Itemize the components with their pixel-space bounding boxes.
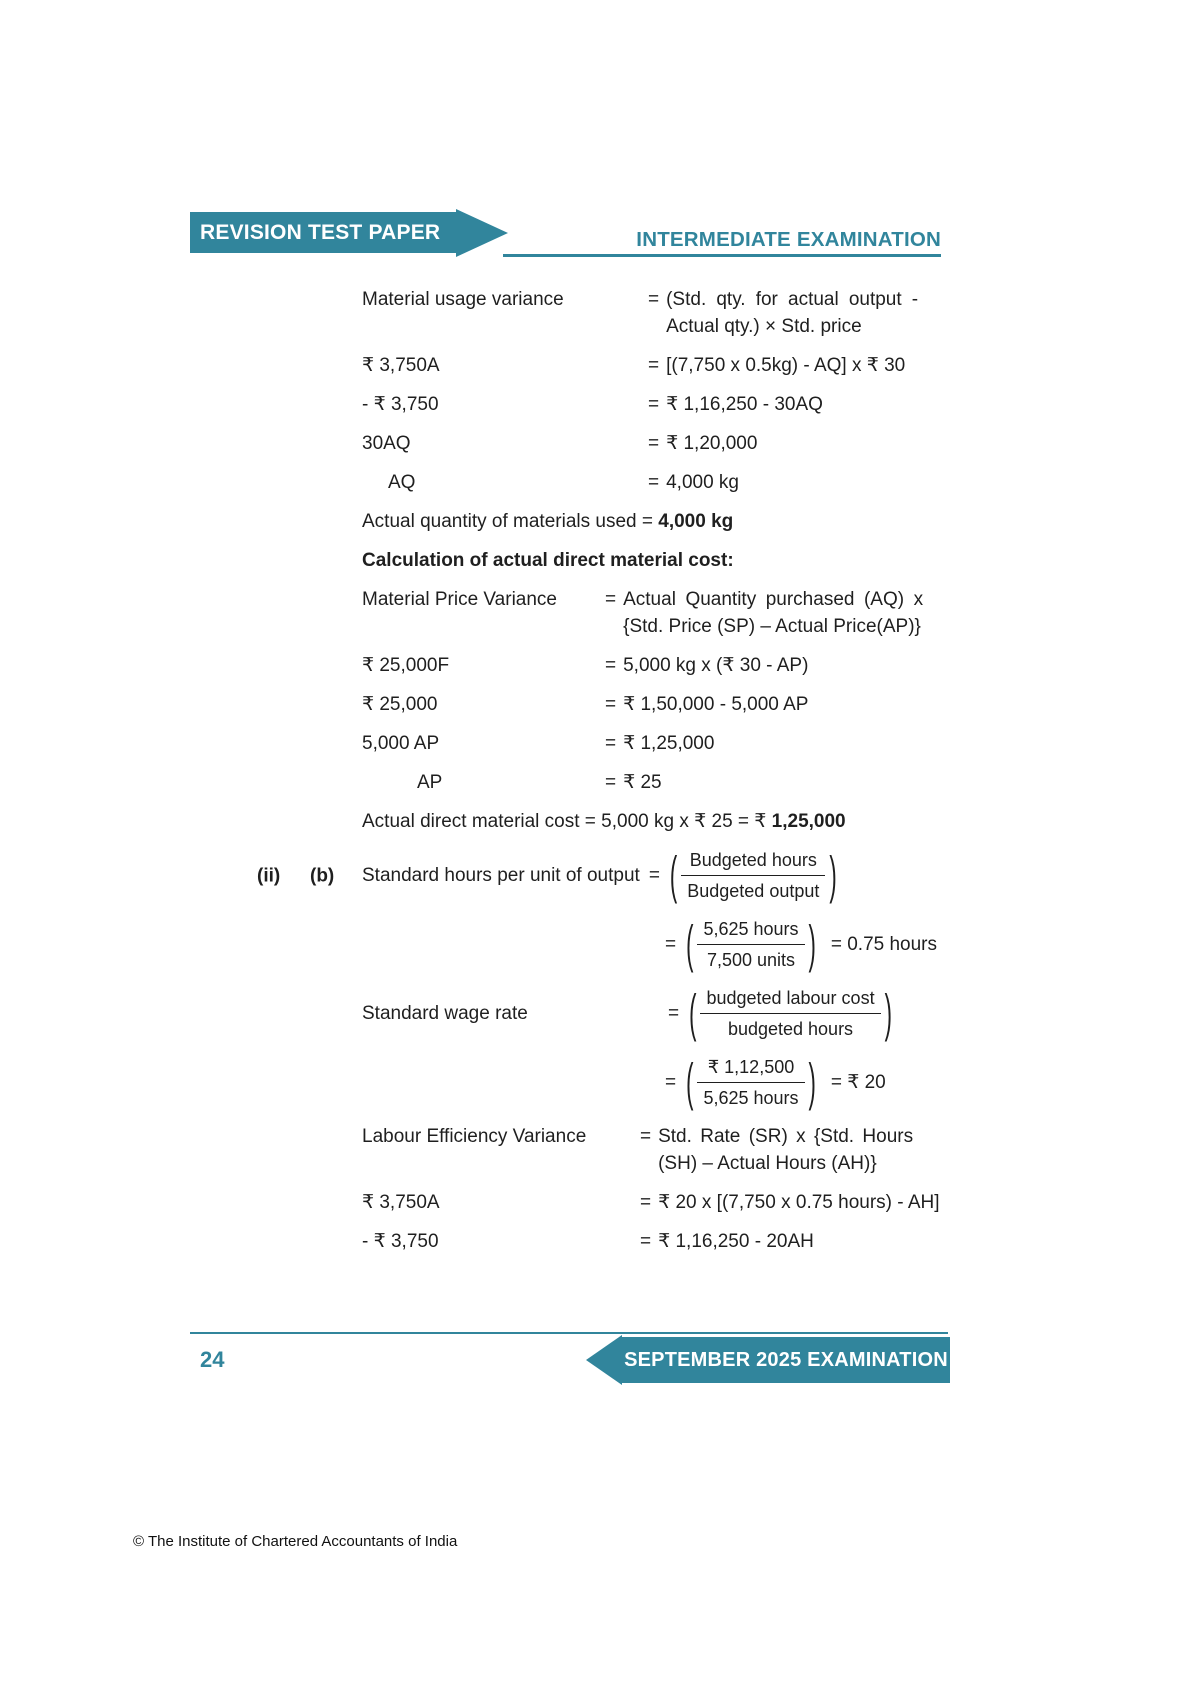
footer-banner-arrow xyxy=(586,1335,622,1385)
equation-label: - ₹ 3,750 xyxy=(362,1231,439,1252)
equation-row xyxy=(362,769,942,796)
equals-sign: = xyxy=(665,934,677,955)
fraction-denominator: Budgeted output xyxy=(687,881,820,901)
equation-label: 30AQ xyxy=(362,433,411,454)
formula-label: Standard wage rate xyxy=(362,1003,528,1024)
equals-sign: = xyxy=(648,289,660,310)
fraction-body xyxy=(697,916,804,973)
equals-sign: = xyxy=(648,394,660,415)
fraction-denominator: 7,500 units xyxy=(706,950,796,970)
equation-value: 5,000 kg x (₹ 30 - AP) xyxy=(623,655,809,676)
equation-row xyxy=(362,1189,942,1216)
equals-sign: = xyxy=(668,1003,680,1024)
equation-row xyxy=(362,286,942,340)
equation-value: Std. Rate (SR) x {Std. Hours (SH) – Actual Hours (AH)} xyxy=(658,1126,914,1174)
fraction-body xyxy=(700,985,880,1042)
equation-label: 5,000 AP xyxy=(362,733,440,754)
equals-sign: = xyxy=(648,865,660,886)
footer-banner xyxy=(622,1337,950,1383)
item-marker: (ii) xyxy=(257,865,281,886)
fraction-body xyxy=(681,847,825,904)
formula-label: Standard hours per unit of output xyxy=(362,865,640,886)
fraction-numerator: budgeted labour cost xyxy=(700,985,880,1014)
header-banner-label: REVISION TEST PAPER xyxy=(200,220,441,244)
equation-value: Actual Quantity purchased (AQ) x {Std. Price (SP) – Actual Price(AP)} xyxy=(623,589,924,637)
equals-sign: = xyxy=(605,733,617,754)
equation-label: Material Price Variance xyxy=(362,589,558,610)
formula-row xyxy=(362,982,942,1042)
conclusion-value: 4,000 kg xyxy=(658,511,734,532)
equals-sign: = xyxy=(605,655,617,676)
fraction-paren-right: ) xyxy=(884,982,892,1042)
equals-sign: = xyxy=(648,433,660,454)
formula-row xyxy=(257,844,942,904)
equation-row xyxy=(362,469,942,496)
equation-row xyxy=(362,1123,942,1177)
header-title: INTERMEDIATE EXAMINATION xyxy=(636,228,941,251)
equals-sign: = xyxy=(605,772,617,793)
fraction-numerator: ₹ 1,12,500 xyxy=(697,1054,804,1083)
fraction-paren-left: ( xyxy=(689,982,697,1042)
equation-row xyxy=(362,391,942,418)
fraction-denominator: 5,625 hours xyxy=(703,1088,799,1108)
equation-value: (Std. qty. for actual output - Actual qty.) × Std. price xyxy=(666,289,919,337)
section-heading: Calculation of actual direct material cost: xyxy=(362,550,734,571)
equation-value: ₹ 1,16,250 - 30AQ xyxy=(666,394,823,415)
equation-value: 4,000 kg xyxy=(666,472,740,493)
equation-label: ₹ 25,000 xyxy=(362,694,438,715)
footer-banner-label: SEPTEMBER 2025 EXAMINATION xyxy=(624,1348,948,1371)
fraction xyxy=(669,844,838,904)
copyright-notice: © The Institute of Chartered Accountants of India xyxy=(133,1533,458,1550)
equals-sign: = xyxy=(648,472,660,493)
equals-sign: = xyxy=(640,1192,652,1213)
equals-sign: = xyxy=(640,1231,652,1252)
equation-label: AP xyxy=(417,772,443,793)
equals-sign: = xyxy=(605,694,617,715)
formula-row xyxy=(665,913,942,973)
fraction xyxy=(688,982,893,1042)
fraction-numerator: 5,625 hours xyxy=(697,916,804,945)
equation-label: ₹ 25,000F xyxy=(362,655,450,676)
equation-value: ₹ 1,16,250 - 20AH xyxy=(658,1231,814,1252)
equals-sign: = xyxy=(605,589,617,610)
equation-label: ₹ 3,750A xyxy=(362,355,440,376)
equation-label: Material usage variance xyxy=(362,289,564,310)
equation-row xyxy=(362,652,942,679)
equation-label: - ₹ 3,750 xyxy=(362,394,439,415)
fraction-paren-right: ) xyxy=(808,913,816,973)
formula-row xyxy=(665,1051,942,1111)
fraction-paren-left: ( xyxy=(686,1051,694,1111)
equation-value: ₹ 25 xyxy=(623,772,662,793)
formula-result: = ₹ 20 xyxy=(830,1072,886,1093)
equals-sign: = xyxy=(640,1126,652,1147)
fraction-denominator: budgeted hours xyxy=(727,1019,854,1039)
equation-value: ₹ 20 x [(7,750 x 0.75 hours) - AH] xyxy=(658,1192,940,1213)
sub-item-marker: (b) xyxy=(310,865,335,886)
equals-sign: = xyxy=(665,1072,677,1093)
header-rule xyxy=(503,254,941,257)
equation-row xyxy=(362,586,942,640)
equation-value: [(7,750 x 0.5kg) - AQ] x ₹ 30 xyxy=(666,355,906,376)
conclusion-text: Actual quantity of materials used = xyxy=(362,511,653,532)
equation-value: ₹ 1,50,000 - 5,000 AP xyxy=(623,694,809,715)
equation-label: AQ xyxy=(388,472,416,493)
fraction-body xyxy=(697,1054,804,1111)
conclusion-line xyxy=(362,808,942,835)
fraction-paren-right: ) xyxy=(808,1051,816,1111)
conclusion-line xyxy=(362,508,942,535)
equation-label: ₹ 3,750A xyxy=(362,1192,440,1213)
header-banner-arrow xyxy=(456,209,508,257)
fraction-paren-right: ) xyxy=(829,844,837,904)
fraction xyxy=(685,913,817,973)
equation-label: Labour Efficiency Variance xyxy=(362,1126,587,1147)
equation-value: ₹ 1,25,000 xyxy=(623,733,715,754)
page-number: 24 xyxy=(200,1347,225,1372)
fraction-paren-left: ( xyxy=(686,913,694,973)
document-content xyxy=(257,286,942,1267)
equation-row xyxy=(362,691,942,718)
conclusion-text: Actual direct material cost = 5,000 kg x ₹ 25 = ₹ xyxy=(362,811,767,832)
equation-row xyxy=(362,352,942,379)
fraction-paren-left: ( xyxy=(669,844,678,904)
equation-row xyxy=(362,430,942,457)
equation-row xyxy=(362,730,942,757)
equation-row xyxy=(362,1228,942,1255)
conclusion-value: 1,25,000 xyxy=(771,811,846,832)
equals-sign: = xyxy=(648,355,660,376)
formula-result: = 0.75 hours xyxy=(830,934,938,955)
header-banner xyxy=(190,212,456,253)
equation-value: ₹ 1,20,000 xyxy=(666,433,758,454)
fraction xyxy=(685,1051,817,1111)
footer-rule xyxy=(190,1332,948,1334)
fraction-numerator: Budgeted hours xyxy=(681,847,825,876)
